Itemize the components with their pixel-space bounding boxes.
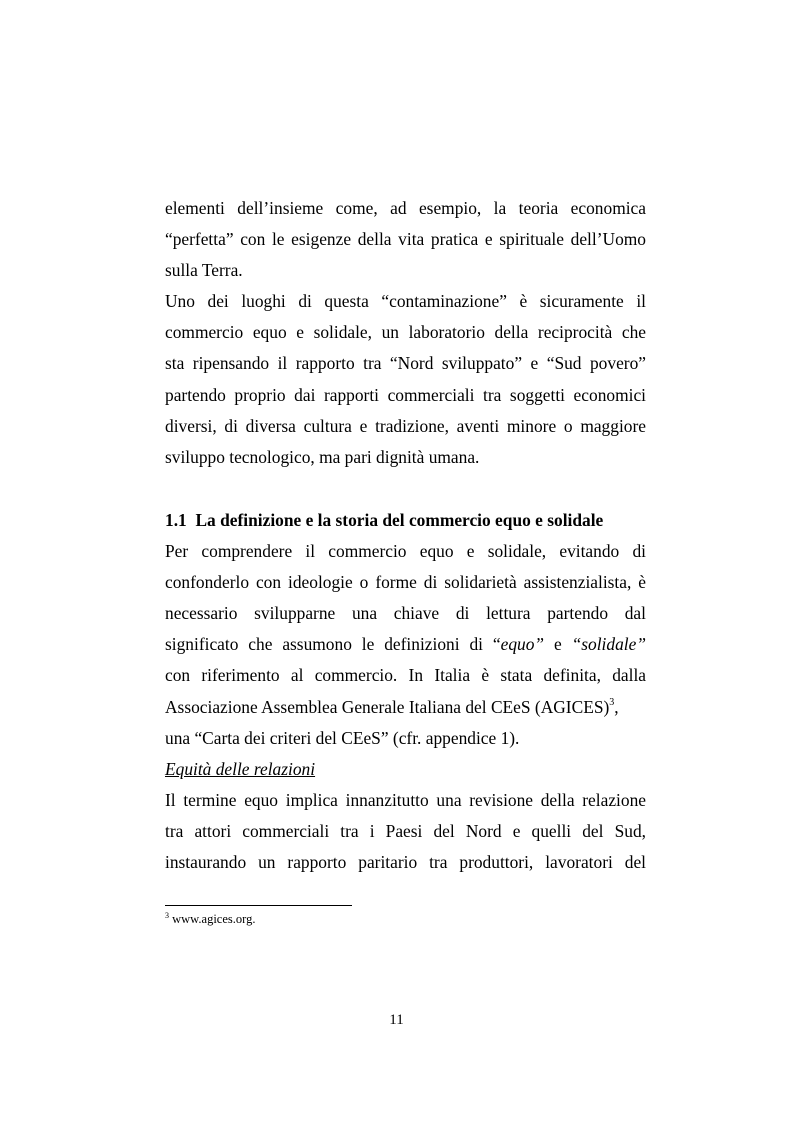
section-heading [165,509,646,531]
text-line [165,633,646,655]
footnote-reference: 3 [609,697,615,708]
text-line: diversi, di diversa cultura e tradizione, aventi minore o maggiore [165,416,646,436]
text-line: “perfetta” con le esigenze della vita pratica e spirituale dell’Uomo [165,229,646,249]
text-line: commercio equo e solidale, un laboratorio della reciprocità che [165,322,646,342]
section-title: La definizione e la storia del commercio equo e solidale [195,510,604,530]
footnote [165,911,255,927]
text-line: sta ripensando il rapporto tra “Nord sviluppato” e “Sud povero” [165,353,646,373]
text-line: Il termine equo implica innanzitutto una revisione della relazione [165,790,646,810]
footnote-number: 3 [165,911,169,920]
text-line: con riferimento al commercio. In Italia è stata definita, dalla [165,665,646,685]
text-fragment: significato che assumono le definizioni di “ [165,634,501,654]
text-line: necessario svilupparne una chiave di lettura partendo dal [165,603,646,623]
text-line: partendo proprio dai rapporti commerciali tra soggetti economici [165,385,646,405]
term-equo: equo” [500,634,545,654]
page-number: 11 [389,1012,404,1028]
subheading-text: Equità delle relazioni [165,759,316,779]
section-number: 1.1 [165,510,187,530]
text-line: Per comprendere il commercio equo e solidale, evitando di [165,541,646,561]
term-solidale: “solidale” [571,634,647,654]
text-fragment: e [544,634,572,654]
text-fragment: , [614,697,619,717]
text-line: elementi dell’insieme come, ad esempio, la teoria economica [165,198,646,218]
text-line: sviluppo tecnologico, ma pari dignità umana. [165,447,480,467]
footnote-separator [165,905,352,906]
text-line: una “Carta dei criteri del CEeS” (cfr. appendice 1). [165,728,520,748]
text-fragment: Associazione Assemblea Generale Italiana del CEeS (AGICES) [165,697,610,717]
text-line: Uno dei luoghi di questa “contaminazione” è sicuramente il [165,291,646,311]
text-line: sulla Terra. [165,260,243,280]
text-line [165,696,646,718]
footnote-text: www.agices.org. [169,912,256,926]
text-line: confonderlo con ideologie o forme di solidarietà assistenzialista, è [165,572,646,592]
text-line: tra attori commerciali tra i Paesi del Nord e quelli del Sud, [165,821,646,841]
subheading [165,758,646,780]
text-line: instaurando un rapporto paritario tra produttori, lavoratori del [165,852,646,872]
